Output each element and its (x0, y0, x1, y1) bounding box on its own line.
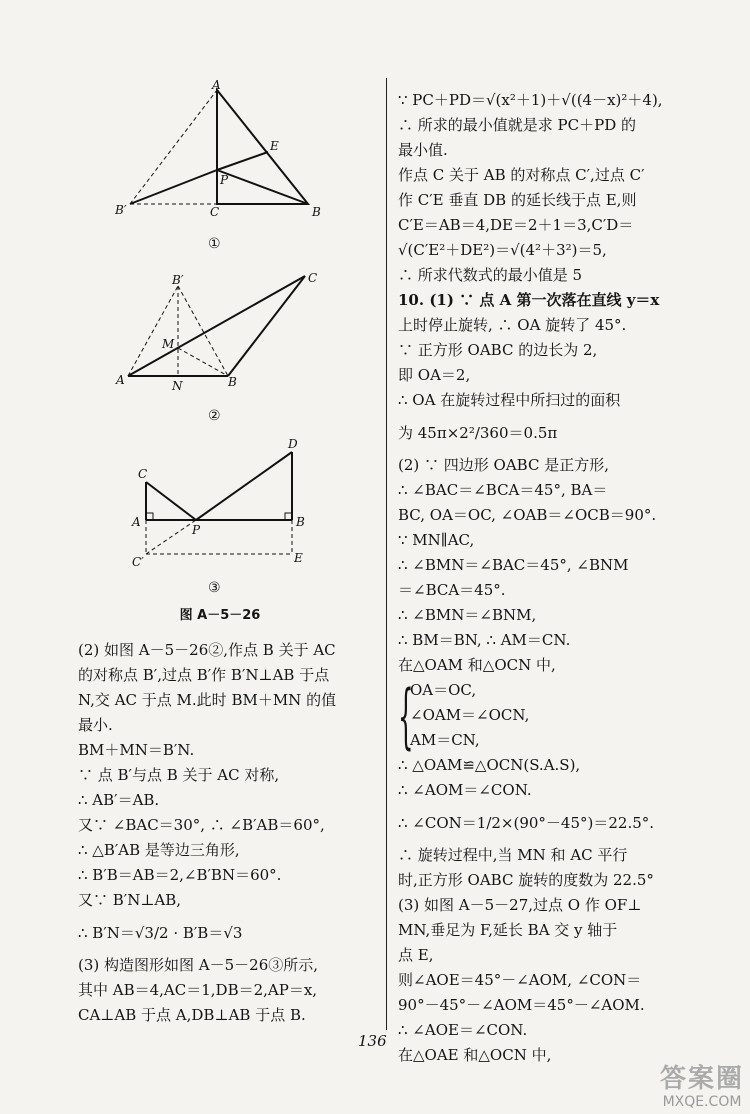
text-line: 上时停止旋转, ∴ OA 旋转了 45°. (398, 316, 627, 334)
text-line: ∠OAM＝∠OCN, (410, 706, 530, 724)
label-A: A (212, 78, 221, 92)
label-B: B (312, 205, 321, 219)
text-line: 的对称点 B′,过点 B′作 B′N⊥AB 于点 (78, 666, 330, 684)
text-line: 10. (1) ∵ 点 A 第一次落在直线 y＝x (398, 291, 660, 309)
text-line: (2) 如图 A－5－26②,作点 B 关于 AC (78, 641, 336, 659)
text-line: C′E＝AB＝4,DE＝2＋1＝3,C′D＝ (398, 216, 634, 234)
text-line: ∴ AB′＝AB. (78, 791, 160, 809)
label-N: N (172, 379, 183, 393)
label-E-3: E (294, 551, 303, 565)
text-line: (3) 如图 A－5－27,过点 O 作 OF⊥ (398, 896, 642, 914)
text-line: ∵ PC＋PD＝√(x²＋1)＋√((4－x)²＋4), (398, 91, 663, 109)
figure-3 (128, 436, 318, 576)
figure-1-diagram (110, 80, 330, 220)
text-line: ∴ 旋转过程中,当 MN 和 AC 平行 (398, 846, 628, 864)
label-B-prime: B′ (115, 203, 127, 217)
text-line: AM＝CN, (410, 731, 480, 749)
text-line: √(C′E²＋DE²)＝√(4²＋3²)＝5, (398, 241, 607, 259)
text-line: ∴ B′N＝√3/2 · B′B＝√3 (78, 924, 243, 942)
text-line: ∵ 正方形 OABC 的边长为 2, (398, 341, 598, 359)
label-B-2: B (228, 375, 237, 389)
text-line: 点 E, (398, 946, 434, 964)
text-line: 为 45π×2²/360＝0.5π (398, 424, 558, 442)
figure-1 (110, 80, 330, 220)
watermark-bottom: MXQE.COM (662, 1094, 742, 1110)
text-line: ∵ 点 B′与点 B 关于 AC 对称, (78, 766, 280, 784)
text-line: 在△OAE 和△OCN 中, (398, 1046, 552, 1064)
label-D-3: D (288, 437, 298, 451)
text-line: OA＝OC, (410, 681, 477, 699)
text-line: ∴ OA 在旋转过程中所扫过的面积 (398, 391, 621, 409)
text-line: ∴ ∠AOE＝∠CON. (398, 1021, 528, 1039)
text-line: 90°－45°－∠AOM＝45°－∠AOM. (398, 996, 645, 1014)
text-line: ∴ ∠BAC＝∠BCA＝45°, BA＝ (398, 481, 608, 499)
figure-1-number: ① (208, 236, 221, 252)
text-line: ∵ MN∥AC, (398, 531, 475, 549)
figure-2-number: ② (208, 408, 221, 424)
figure-2 (110, 270, 330, 400)
text-line: (2) ∵ 四边形 OABC 是正方形, (398, 456, 609, 474)
text-line: ∴ B′B＝AB＝2,∠B′BN＝60°. (78, 866, 282, 884)
label-C-3: C (138, 467, 148, 481)
text-line: MN,垂足为 F,延长 BA 交 y 轴于 (398, 921, 618, 939)
text-line: 其中 AB＝4,AC＝1,DB＝2,AP＝x, (78, 981, 318, 999)
text-line: ∴ ∠CON＝1/2×(90°－45°)＝22.5°. (398, 814, 655, 832)
text-line: 则∠AOE＝45°－∠AOM, ∠CON＝ (398, 971, 642, 989)
figure-caption: 图 A－5－26 (179, 608, 261, 623)
text-line: ∴ ∠BMN＝∠BAC＝45°, ∠BNM (398, 556, 629, 574)
brace-icon: { (398, 675, 414, 757)
text-line: 又∵ ∠BAC＝30°, ∴ ∠B′AB＝60°, (78, 816, 325, 834)
text-line: BC, OA＝OC, ∠OAB＝∠OCB＝90°. (398, 506, 657, 524)
text-line: 即 OA＝2, (398, 366, 471, 384)
label-C: C (210, 205, 220, 219)
label-B-3: B (296, 515, 305, 529)
text-line: (3) 构造图形如图 A－5－26③所示, (78, 956, 319, 974)
label-C-2: C (308, 271, 318, 285)
label-A-2: A (116, 373, 125, 387)
column-divider (386, 78, 387, 1030)
equation-system (398, 675, 714, 757)
text-line: ∴ △OAM≌△OCN(S.A.S), (398, 756, 581, 774)
label-E: E (270, 139, 279, 153)
text-line: 作点 C 关于 AB 的对称点 C′,过点 C′ (398, 166, 645, 184)
left-column (78, 638, 378, 1028)
label-B-prime-2: B′ (172, 273, 184, 287)
figure-3-number: ③ (208, 580, 221, 596)
label-A-3: A (132, 515, 141, 529)
text-line: CA⊥AB 于点 A,DB⊥AB 于点 B. (78, 1006, 306, 1024)
text-line: 最小. (78, 716, 113, 734)
text-line: 又∵ B′N⊥AB, (78, 891, 182, 909)
label-C-prime-3: C′ (132, 555, 144, 569)
right-column (398, 88, 714, 1068)
text-line: ∴ 所求的最小值就是求 PC＋PD 的 (398, 116, 636, 134)
text-line: 最小值. (398, 141, 448, 159)
label-M: M (162, 337, 175, 351)
text-line: ∴ BM＝BN, ∴ AM＝CN. (398, 631, 571, 649)
label-P-3: P (192, 523, 201, 537)
page-number: 136 (358, 1032, 387, 1050)
text-line: ∴ ∠AOM＝∠CON. (398, 781, 532, 799)
figure-3-diagram (128, 436, 318, 576)
watermark-top: 答案圈 (659, 1064, 744, 1094)
text-line: 在△OAM 和△OCN 中, (398, 656, 556, 674)
text-line: ∴ △B′AB 是等边三角形, (78, 841, 240, 859)
text-line: ∴ ∠BMN＝∠BNM, (398, 606, 537, 624)
text-line: 时,正方形 OABC 旋转的度数为 22.5° (398, 871, 654, 889)
text-line: 作 C′E 垂直 DB 的延长线于点 E,则 (398, 191, 637, 209)
figure-2-diagram (110, 270, 330, 400)
label-P: P (220, 173, 229, 187)
text-line: ∴ 所求代数式的最小值是 5 (398, 266, 583, 284)
text-line: N,交 AC 于点 M.此时 BM＋MN 的值 (78, 691, 337, 709)
text-line: BM＋MN＝B′N. (78, 741, 195, 759)
text-line: ＝∠BCA＝45°. (398, 581, 506, 599)
watermark-logo (660, 1064, 744, 1110)
